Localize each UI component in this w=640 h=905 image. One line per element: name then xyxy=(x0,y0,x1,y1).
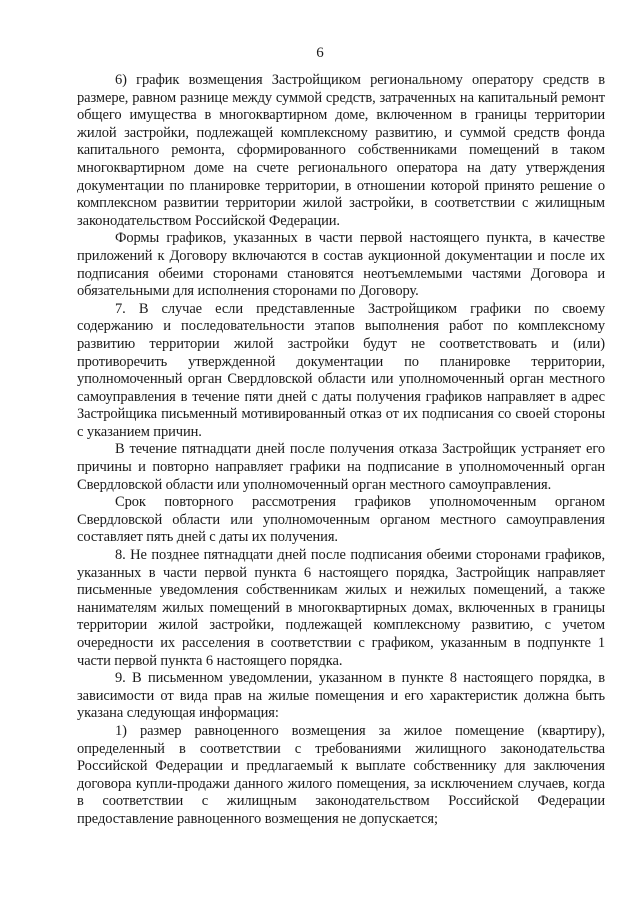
paragraph-refusal-fix: В течение пятнадцати дней после получения отказа Застройщик устраняет его причины и повторно направляет графики на подписание в уполномоченный орган Свердловской области или уполномоченный орган местного самоуправления. xyxy=(77,441,605,493)
paragraph-review-term: Срок повторного рассмотрения графиков уполномоченным органом Свердловской области или уполномоченным органом местного самоуправления составляет пять дней с даты их получения. xyxy=(77,494,605,546)
paragraph-schedule-forms: Формы графиков, указанных в части первой настоящего пункта, в качестве приложений к Договору включаются в состав аукционной документации и после их подписания обеими сторонами становятся неотъемлемыми частями Договора и обязательными для исполнения сторонами по Договору. xyxy=(77,230,605,300)
paragraph-clause-9: 9. В письменном уведомлении, указанном в пункте 8 настоящего порядка, в зависимости от вида прав на жилые помещения и его характеристик должна быть указана следующая информация: xyxy=(77,670,605,722)
paragraph-item-6-schedule: 6) график возмещения Застройщиком региональному оператору средств в размере, равном разнице между суммой средств, затраченных на капитальный ремонт общего имущества в многоквартирном доме, включенном в границы территории жилой застройки, подлежащей комплексному развитию, и суммой средств фонда капитального ремонта, сформированного собственниками помещений в таком многоквартирном доме на счете регионального оператора на дату утверждения документации по планировке территории, в отношении которой принято решение о комплексном развитии территории жилой застройки, в соответствии с жилищным законодательством Российской Федерации. xyxy=(77,72,605,229)
paragraph-clause-9-item-1: 1) размер равноценного возмещения за жилое помещение (квартиру), определенный в соответствии с требованиями жилищного законодательства Российской Федерации и предлагаемый к выплате собственнику для заключения договора купли-продажи данного жилого помещения, за исключением случаев, когда в соответствии с жилищным законодательством Российской Федерации предоставление равноценного возмещения не допускается; xyxy=(77,722,605,827)
paragraph-clause-8: 8. Не позднее пятнадцати дней после подписания обеими сторонами графиков, указанных в части первой пункта 6 настоящего порядка, Застройщик направляет письменные уведомления собственникам жилых и нежилых помещений, а также нанимателям жилых помещений в многоквартирных домах, включенных в границы территории жилой застройки, подлежащей комплексному развитию, с учетом очередности их расселения в соответствии с графиком, указанным в подпункте 1 части первой пункта 6 настоящего порядка. xyxy=(77,547,605,669)
document-body xyxy=(77,72,605,829)
page-number: 6 xyxy=(316,45,324,61)
paragraph-clause-7: 7. В случае если представленные Застройщиком графики по своему содержанию и последовательности этапов выполнения работ по комплексному развитию территории жилой застройки будут не соответствовать и (или) противоречить утвержденной документации по планировке территории, уполномоченный орган Свердловской области или уполномоченный орган местного самоуправления в течение пяти дней с даты получения графиков направляет в адрес Застройщика письменный мотивированный отказ от их подписания со своей стороны с указанием причин. xyxy=(77,300,605,440)
